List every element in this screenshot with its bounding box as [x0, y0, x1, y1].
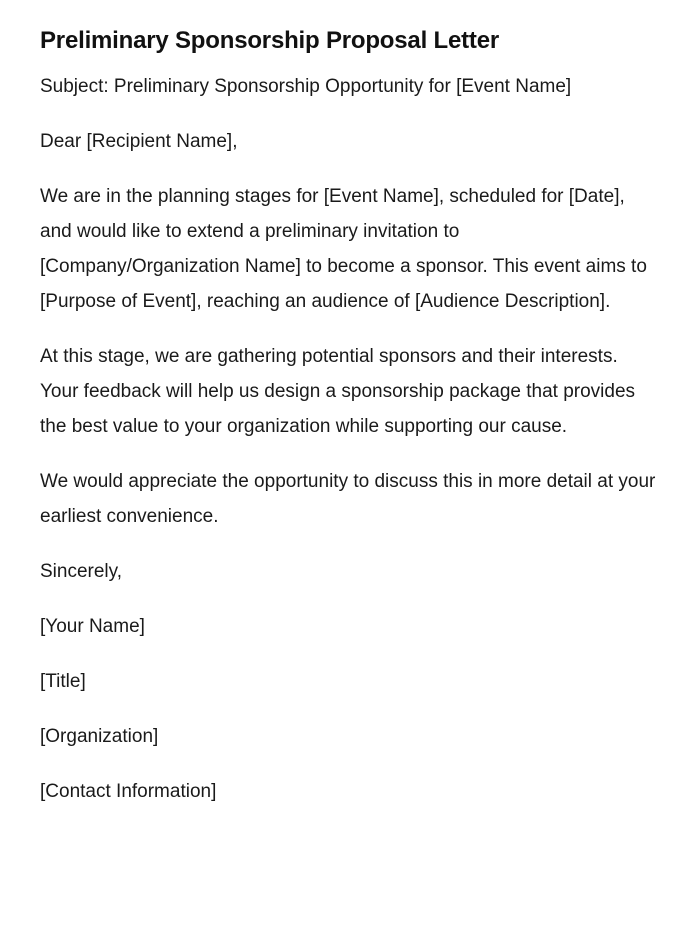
subject-line: Subject: Preliminary Sponsorship Opportunity for [Event Name] — [40, 76, 572, 97]
body-paragraph-feedback: At this stage, we are gathering potential sponsors and their interests. Your feedback will help us design a sponsorship package that provides the best value to your organization while supporting our cause. — [40, 346, 636, 437]
signature-name: [Your Name] — [40, 616, 145, 637]
signature-organization: [Organization] — [40, 726, 159, 747]
document-title: Preliminary Sponsorship Proposal Letter — [40, 27, 499, 54]
signature-title: [Title] — [40, 671, 86, 692]
salutation: Dear [Recipient Name], — [40, 131, 238, 152]
body-paragraph-intro: We are in the planning stages for [Event Name], scheduled for [Date], and would like to extend a preliminary invitation to [Company/Organization Name] to become a sponsor. This event aims to [Purpose of Event], reaching an audience of [Audience Description]. — [40, 186, 647, 312]
closing: Sincerely, — [40, 561, 123, 582]
body-paragraph-request: We would appreciate the opportunity to discuss this in more detail at your earliest convenience. — [40, 471, 656, 527]
signature-contact: [Contact Information] — [40, 781, 217, 802]
